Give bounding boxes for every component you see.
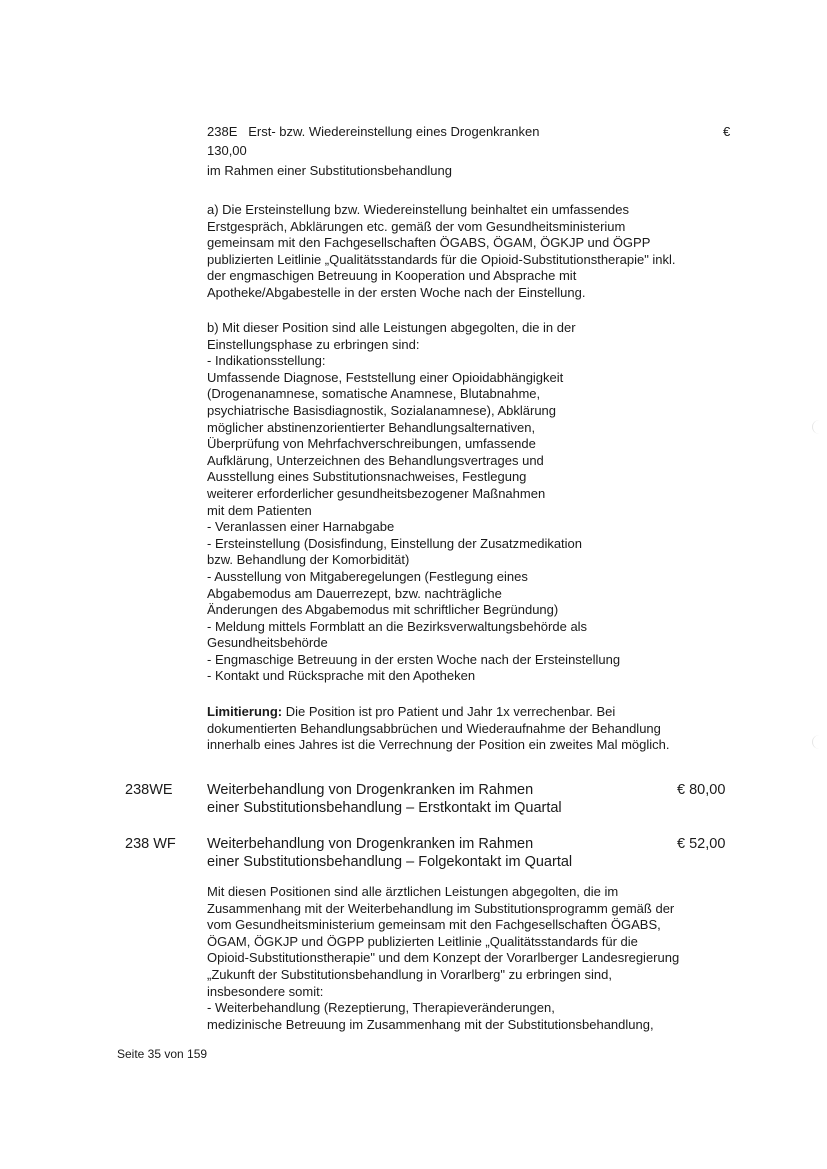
e238-limitation <box>207 704 669 754</box>
e238-subtitle: im Rahmen einer Substitutionsbehandlung <box>207 163 452 178</box>
we238-line-1: Weiterbehandlung von Drogenkranken im Rahmen <box>207 782 534 798</box>
e238-code: 238E <box>207 124 238 139</box>
paragraph-line: bzw. Behandlung der Komorbidität) <box>207 552 410 568</box>
e238-paragraph-b <box>207 320 620 685</box>
we238-line-2: einer Substitutionsbehandlung – Erstkontakt im Quartal <box>207 800 562 816</box>
paragraph-line: a) Die Ersteinstellung bzw. Wiedereinstellung beinhaltet ein umfassendes <box>207 202 630 217</box>
we238-code: 238WE <box>125 782 173 798</box>
e238-price: 130,00 <box>207 143 247 158</box>
limitation-line-1: Die Position ist pro Patient und Jahr 1x verrechenbar. Bei <box>282 704 616 719</box>
paragraph-line: weiterer erforderlicher gesundheitsbezogener Maßnahmen <box>207 485 546 501</box>
page-number: Seite 35 von 159 <box>117 1047 208 1061</box>
paragraph-line: Opioid-Substitutionstherapie" und dem Konzept der Vorarlberger Landesregierung <box>207 950 680 966</box>
limitation-line-2: dokumentierten Behandlungsabbrüchen und Wiederaufnahme der Behandlung <box>207 720 661 736</box>
paragraph-line: möglicher abstinenzorientierter Behandlungsalternativen, <box>207 419 536 435</box>
paragraph-line: - Weiterbehandlung (Rezeptierung, Therapieveränderungen, <box>207 1000 555 1016</box>
paragraph-line: Änderungen des Abgabemodus mit schriftlicher Begründung) <box>207 602 559 618</box>
wf238-line-1: Weiterbehandlung von Drogenkranken im Rahmen <box>207 836 534 852</box>
binder-hole-mark <box>812 735 827 749</box>
paragraph-line: Apotheke/Abgabestelle in der ersten Woche nach der Einstellung. <box>207 284 586 300</box>
paragraph-line: Erstgespräch, Abklärungen etc. gemäß der vom Gesundheitsministerium <box>207 218 626 234</box>
wf238-code: 238 WF <box>125 836 176 852</box>
paragraph-line: publizierten Leitlinie „Qualitätsstandards für die Opioid-Substitutionstherapie" inkl. <box>207 251 676 267</box>
e238-header <box>207 124 539 141</box>
paragraph-line: - Meldung mittels Formblatt an die Bezirksverwaltungsbehörde als <box>207 618 588 634</box>
paragraph-line: psychiatrische Basisdiagnostik, Sozialanamnese), Abklärung <box>207 402 557 418</box>
paragraph-line: - Indikationsstellung: <box>207 353 326 369</box>
paragraph-line: gemeinsam mit den Fachgesellschaften ÖGABS, ÖGAM, ÖGKJP und ÖGPP <box>207 235 651 251</box>
e238-title: Erst- bzw. Wiedereinstellung eines Drogenkranken <box>248 124 540 139</box>
paragraph-line: Aufklärung, Unterzeichnen des Behandlungsvertrages und <box>207 452 544 468</box>
we238-price: € 80,00 <box>677 782 726 798</box>
paragraph-line: Zusammenhang mit der Weiterbehandlung im Substitutionsprogramm gemäß der <box>207 900 675 916</box>
paragraph-line: Umfassende Diagnose, Feststellung einer Opioidabhängigkeit <box>207 369 564 385</box>
binder-hole-mark <box>812 420 827 434</box>
paragraph-line: - Ausstellung von Mitgaberegelungen (Festlegung eines <box>207 568 528 584</box>
paragraph-line: „Zukunft der Substitutionsbehandlung in Vorarlberg" zu erbringen sind, <box>207 966 612 982</box>
paragraph-line: b) Mit dieser Position sind alle Leistungen abgegolten, die in der <box>207 320 576 335</box>
paragraph-line: Ausstellung eines Substitutionsnachweises, Festlegung <box>207 469 527 485</box>
paragraph-line: vom Gesundheitsministerium gemeinsam mit den Fachgesellschaften ÖGABS, <box>207 917 661 933</box>
paragraph-line: Abgabemodus am Dauerrezept, bzw. nachträgliche <box>207 585 502 601</box>
paragraph-line: Gesundheitsbehörde <box>207 635 328 651</box>
e238-paragraph-a <box>207 202 676 302</box>
paragraph-line: mit dem Patienten <box>207 502 312 518</box>
limitation-line-3: innerhalb eines Jahres ist die Verrechnung der Position ein zweites Mal möglich. <box>207 737 670 753</box>
paragraph-line: - Ersteinstellung (Dosisfindung, Einstellung der Zusatzmedikation <box>207 535 583 551</box>
paragraph-line: der engmaschigen Betreuung in Kooperation und Absprache mit <box>207 268 577 284</box>
paragraph-line: (Drogenanamnese, somatische Anamnese, Blutabnahme, <box>207 386 541 402</box>
paragraph-line: medizinische Betreuung im Zusammenhang mit der Substitutionsbehandlung, <box>207 1016 654 1032</box>
paragraph-line: insbesondere somit: <box>207 983 324 999</box>
paragraph-line: - Engmaschige Betreuung in der ersten Woche nach der Ersteinstellung <box>207 651 621 667</box>
paragraph-line: Einstellungsphase zu erbringen sind: <box>207 336 420 352</box>
paragraph-line: ÖGAM, ÖGKJP und ÖGPP publizierten Leitlinie „Qualitätsstandards für die <box>207 933 638 949</box>
paragraph-line: - Kontakt und Rücksprache mit den Apotheken <box>207 668 476 684</box>
paragraph-line: Mit diesen Positionen sind alle ärztlichen Leistungen abgegolten, die im <box>207 884 619 899</box>
e238-currency: € <box>723 124 731 139</box>
wf238-line-2: einer Substitutionsbehandlung – Folgekontakt im Quartal <box>207 854 573 870</box>
paragraph-line: - Veranlassen einer Harnabgabe <box>207 519 395 535</box>
closing-paragraph <box>207 884 679 1033</box>
wf238-price: € 52,00 <box>677 836 726 852</box>
paragraph-line: Überprüfung von Mehrfachverschreibungen, umfassende <box>207 436 536 452</box>
limitation-label: Limitierung: <box>207 704 283 719</box>
